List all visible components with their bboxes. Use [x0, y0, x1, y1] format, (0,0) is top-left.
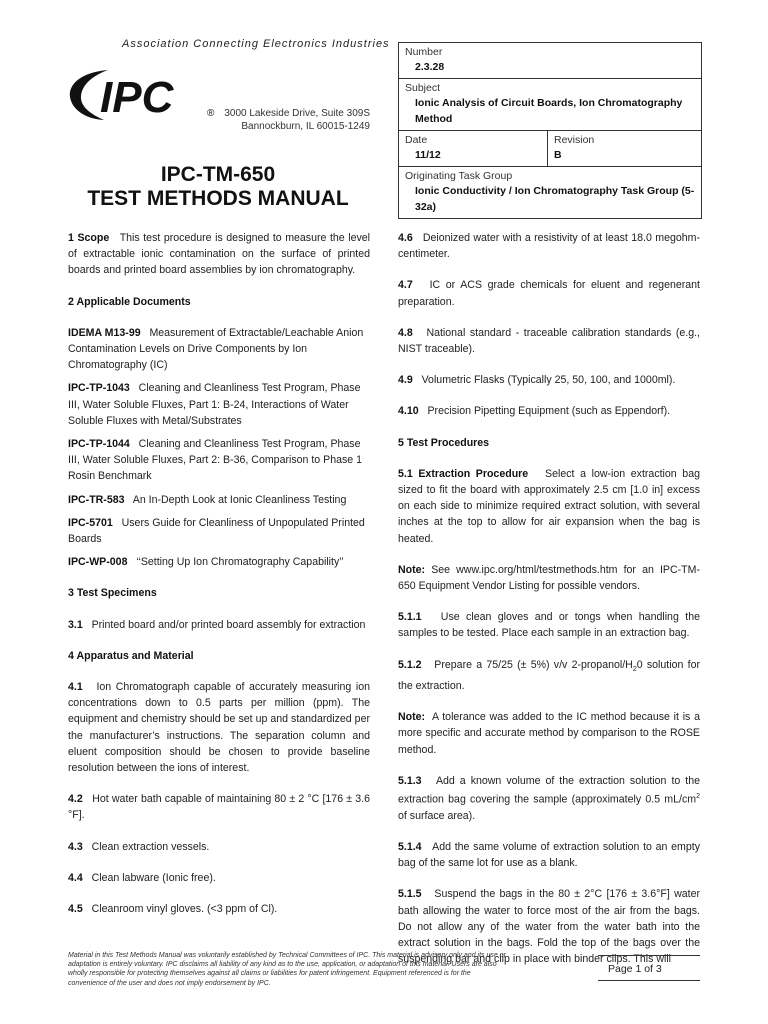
address-line-1: 3000 Lakeside Drive, Suite 309S: [224, 108, 370, 119]
section-4-7: 4.7 IC or ACS grade chemicals for eluent and regenerant preparation.: [398, 279, 701, 308]
reference-code: IPC-5701: [68, 516, 113, 529]
reference-item: [68, 436, 370, 485]
document-title: [68, 163, 368, 211]
document-info-box: [398, 42, 702, 219]
reference-text: Cleaning and Cleanliness Test Program, Phase III, Water Soluble Fluxes, Part 1: B-24, Interactions of Water Soluble Fluxes with Metal/Substrates: [68, 382, 361, 427]
vendor-note: Note: See www.ipc.org/html/testmethods.htm for an IPC-TM-650 Equipment Vendor Listing for possible vendors.: [398, 563, 700, 593]
date-value: 11/12: [415, 149, 441, 161]
section-4-1: 4.1 Ion Chromatograph capable of accurately measuring ion concentrations down to 0.5 parts per million (ppm). The equipment and chemistry should be set up and standardized per the manufacturer’s instructions. The separation column and eluent composition should be chosen to provide baseline resolution between the ions of interest.: [68, 681, 370, 775]
section-5-heading: 5 Test Procedures: [398, 436, 490, 449]
revision-label: Revision: [554, 134, 595, 146]
number-label: Number: [405, 46, 443, 58]
subject-value: Ionic Analysis of Circuit Boards, Ion Chromatography Method: [415, 97, 683, 125]
registered-mark: ®: [207, 108, 215, 119]
section-4-3: 4.3 Clean extraction vessels.: [68, 840, 210, 853]
section-3-1: 3.1 Printed board and/or printed board assembly for extraction: [68, 618, 366, 631]
section-3-heading: 3 Test Specimens: [68, 587, 157, 600]
address: [224, 107, 370, 133]
ipc-logo: [66, 64, 216, 124]
title-line-1: IPC-TM-650: [160, 163, 276, 186]
task-group-row: [399, 167, 701, 218]
left-column: [68, 230, 370, 932]
section-5-1-4: 5.1.4 Add the same volume of extraction solution to an empty bag of the same lot for use as a blank.: [398, 840, 700, 870]
address-line-2: Bannockburn, IL 60015-1249: [241, 121, 370, 132]
page-label: Page: [608, 963, 633, 975]
footer-disclaimer: Material in this Test Methods Manual was voluntarily established by Technical Committees of IPC. This material is advisory only and its use or adaptation is entirely voluntary. IPC disclaims all liability of any kind as to the use, application, or adaptation of this material. Users are also wholly responsible for protecting themselves against all claims or liabilities for patent infringement. Equipment referenced is for the convenience of the user and does not imply endorsement by IPC.: [68, 952, 506, 987]
date-revision-row: [399, 131, 701, 167]
number-row: [399, 43, 701, 79]
logo-text: IPC: [100, 73, 174, 122]
section-1-scope: [68, 230, 370, 279]
date-cell: [399, 131, 548, 166]
tolerance-note: Note: A tolerance was added to the IC method because it is a more specific and accurate method by comparison to the ROSE method.: [398, 711, 700, 756]
revision-value: B: [554, 149, 562, 161]
page-of: of: [644, 963, 653, 975]
reference-code: IPC-WP-008: [68, 556, 128, 569]
section-number: 1: [68, 232, 74, 244]
section-4-4: 4.4 Clean labware (Ionic free).: [68, 871, 216, 884]
task-group-label: Originating Task Group: [405, 170, 513, 182]
reference-text: ‘‘Setting Up Ion Chromatography Capability’’: [136, 556, 344, 569]
reference-item: [68, 554, 370, 570]
title-line-2: TEST METHODS MANUAL: [87, 187, 349, 210]
number-value: 2.3.28: [415, 61, 445, 73]
reference-item: [68, 492, 370, 508]
reference-item: [68, 380, 370, 429]
section-4-heading: 4 Apparatus and Material: [68, 649, 194, 662]
section-2-heading: 2 Applicable Documents: [68, 295, 191, 308]
section-4-10: 4.10 Precision Pipetting Equipment (such as Eppendorf).: [398, 405, 671, 418]
task-group-value: Ionic Conductivity / Ion Chromatography Task Group (5-32a): [415, 185, 695, 213]
right-column: [398, 230, 700, 982]
subject-label: Subject: [405, 82, 441, 94]
section-5-1: 5.1 Extraction Procedure Select a low-ion extraction bag sized to fit the board with approximately 2.5 cm [1.0 in] excess on each side to minimize required extract solution, with several inches at the top to allow for air expansion when the bag is heated.: [398, 467, 700, 545]
reference-item: [68, 325, 370, 374]
section-4-9: 4.9 Volumetric Flasks (Typically 25, 50, 100, and 1000ml).: [398, 374, 676, 387]
reference-text: An In-Depth Look at Ionic Cleanliness Testing: [132, 493, 347, 506]
reference-code: IPC-TR-583: [68, 493, 125, 506]
reference-text: Measurement of Extractable/Leachable Anion Contamination Levels on Drive Components by Ion Chromatography (IC): [68, 326, 364, 372]
page-indicator: [598, 955, 700, 981]
section-4-2: 4.2 Hot water bath capable of maintaining 80 ± 2 °C [176 ± 3.6 °F].: [68, 793, 370, 822]
reference-code: IPC-TP-1044: [68, 438, 130, 451]
test-methods-link[interactable]: www.ipc.org/html/testmethods.htm: [456, 563, 618, 576]
date-label: Date: [405, 134, 428, 146]
reference-item: [68, 515, 370, 547]
revision-cell: [548, 131, 600, 166]
section-5-1-5: 5.1.5 Suspend the bags in the 80 ± 2°C [176 ± 3.6°F] water bath allowing the water to force most of the air from the bags. Do not allow any of the water from the water bath into the extract solution in the bags. Fold the top of the bags over the suspending bar and clip in place with binder clips. This will: [398, 888, 700, 966]
section-title: Scope: [77, 232, 110, 244]
section-4-5: 4.5 Cleanroom vinyl gloves. (<3 ppm of Cl).: [68, 903, 278, 916]
section-5-1-2: 5.1.2 Prepare a 75/25 (± 5%) v/v $2-propanol/H_20$ solution for the extraction.: [398, 658, 700, 692]
organization-tagline: Association Connecting Electronics Industries: [122, 38, 390, 50]
section-5-1-1: 5.1.1 Use clean gloves and or tongs when handling the samples to be tested. Place each sample in an extraction bag.: [398, 611, 700, 640]
reference-code: IDEMA M13-99: [68, 326, 141, 339]
section-text: This test procedure is designed to measure the level of extractable ionic contamination on the surface of printed boards and printed board assemblies by ion chromatography.: [68, 232, 371, 277]
section-4-8: 4.8 National standard - traceable calibration standards (e.g., NIST traceable).: [398, 326, 700, 356]
section-4-6: 4.6 Deionized water with a resistivity of at least 18.0 megohm-centimeter.: [398, 232, 700, 261]
reference-code: IPC-TP-1043: [68, 382, 130, 395]
section-5-1-3: 5.1.3 Add a known volume of the extraction solution to the extraction bag covering the sample (approximately 0.5 $mL/cm^2$ of surface area).: [398, 774, 700, 822]
page-total: 3: [655, 963, 662, 975]
reference-text: Users Guide for Cleanliness of Unpopulated Printed Boards: [68, 516, 365, 546]
subject-row: [399, 79, 701, 131]
page-number: 1: [635, 963, 642, 975]
reference-text: Cleaning and Cleanliness Test Program, Phase III, Water Soluble Fluxes, Part 2: B-36, Comparison to Phase 1 Rosin Benchmark: [68, 438, 363, 483]
